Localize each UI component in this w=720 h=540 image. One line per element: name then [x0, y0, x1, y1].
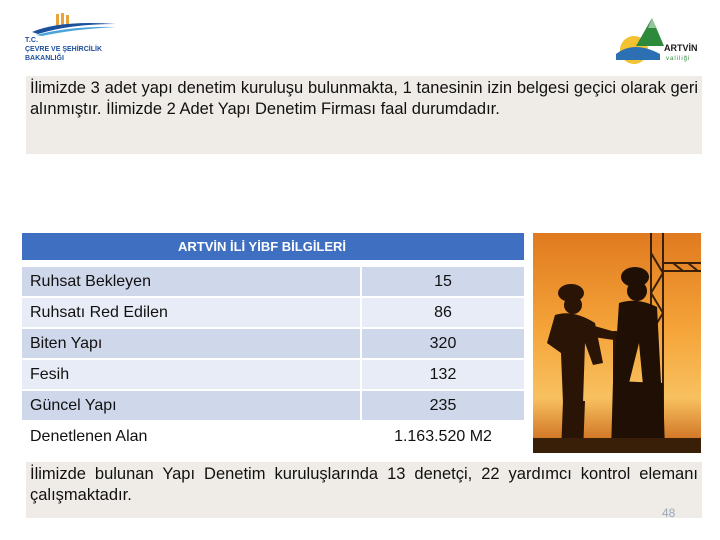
artvin-logo-subtitle: valiliği: [666, 56, 691, 62]
row-value: 320: [362, 329, 524, 358]
table-row: [22, 391, 524, 420]
row-label: Ruhsatı Red Edilen: [22, 298, 360, 327]
page-number: 48: [662, 506, 676, 520]
table-title: ARTVİN İLİ YİBF BİLGİLERİ: [22, 233, 524, 260]
intro-paragraph: İlimizde 3 adet yapı denetim kuruluşu bulunmakta, 1 tanesinin izin belgesi geçici olarak geri alınmıştır. İlimizde 2 Adet Yapı Denetim Firması faal durumdadır.: [26, 76, 702, 154]
artvin-logo-title: ARTVİN: [664, 43, 698, 53]
row-value: 1.163.520 M2: [362, 422, 524, 451]
table-row: [22, 267, 524, 296]
ministry-logo: [22, 12, 122, 64]
row-label: Biten Yapı: [22, 329, 360, 358]
ministry-emblem-icon: [30, 12, 118, 36]
table-row: [22, 329, 524, 358]
artvin-logo: [608, 10, 704, 68]
row-value: 15: [362, 267, 524, 296]
row-value: 132: [362, 360, 524, 389]
ministry-logo-line1: T.C.: [25, 37, 39, 44]
row-value: 235: [362, 391, 524, 420]
construction-workers-photo: [533, 233, 701, 453]
row-value: 86: [362, 298, 524, 327]
row-label: Güncel Yapı: [22, 391, 360, 420]
row-label: Fesih: [22, 360, 360, 389]
footer-paragraph: İlimizde bulunan Yapı Denetim kuruluşlarında 13 denetçi, 22 yardımcı kontrol elemanı çalışmaktadır.: [26, 462, 702, 518]
table-row: [22, 298, 524, 327]
ministry-logo-line2: ÇEVRE VE ŞEHİRCİLİK: [25, 46, 103, 53]
ministry-logo-line3: BAKANLIĞI: [25, 55, 64, 62]
row-label: Ruhsat Bekleyen: [22, 267, 360, 296]
table-row: [22, 360, 524, 389]
table-row: [22, 422, 524, 451]
row-label: Denetlenen Alan: [22, 422, 360, 451]
